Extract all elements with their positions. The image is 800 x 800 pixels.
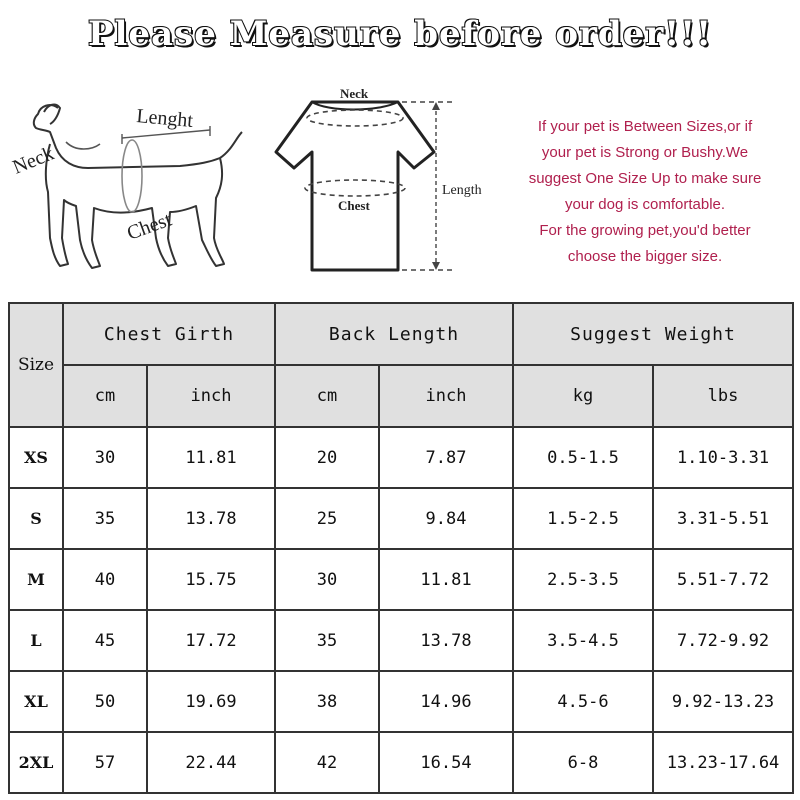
table-row <box>9 671 793 732</box>
table-cell: 3.31-5.51 <box>653 488 793 549</box>
table-cell: 17.72 <box>147 610 275 671</box>
neck-measure-line <box>66 142 100 149</box>
neck-measure-loop <box>307 110 403 126</box>
size-column-header: Size <box>9 303 63 427</box>
table-cell: 40 <box>63 549 147 610</box>
table-cell: 57 <box>63 732 147 793</box>
table-cell: 11.81 <box>379 549 513 610</box>
shirt-length-label: Length <box>442 183 482 198</box>
unit-header: cm <box>63 365 147 427</box>
dog-length-label: Lenght <box>135 105 194 132</box>
shirt-neck-label: Neck <box>340 86 369 101</box>
table-cell: 16.54 <box>379 732 513 793</box>
advice-line: suggest One Size Up to make sure <box>528 170 762 187</box>
advice-line: choose the bigger size. <box>567 248 723 265</box>
table-cell: 42 <box>275 732 379 793</box>
table-cell: 7.87 <box>379 427 513 488</box>
table-cell: 50 <box>63 671 147 732</box>
table-cell: 22.44 <box>147 732 275 793</box>
advice-line: your pet is Strong or Bushy.We <box>541 144 749 161</box>
table-cell: 6-8 <box>513 732 653 793</box>
table-cell: 11.81 <box>147 427 275 488</box>
size-cell: L <box>9 610 63 671</box>
dog-neck-label: Neck <box>10 142 58 179</box>
table-cell: 35 <box>63 488 147 549</box>
page-headline: Please Measure before order!!! <box>87 14 713 54</box>
table-cell: 4.5-6 <box>513 671 653 732</box>
advice-line: your dog is comfortable. <box>564 196 726 213</box>
advice-line: For the growing pet,you'd better <box>539 222 751 239</box>
back-length-header: Back Length <box>275 303 513 365</box>
table-cell: 0.5-1.5 <box>513 427 653 488</box>
unit-header: cm <box>275 365 379 427</box>
size-cell: XS <box>9 427 63 488</box>
table-cell: 30 <box>275 549 379 610</box>
table-row <box>9 549 793 610</box>
suggest-weight-header: Suggest Weight <box>513 303 793 365</box>
dog-measurement-figure <box>10 88 260 288</box>
table-header-row-groups <box>9 303 793 365</box>
table-cell: 13.78 <box>379 610 513 671</box>
table-header-row-units <box>9 365 793 427</box>
size-chart-table <box>8 302 794 794</box>
table-cell: 3.5-4.5 <box>513 610 653 671</box>
table-cell: 30 <box>63 427 147 488</box>
table-cell: 5.51-7.72 <box>653 549 793 610</box>
size-cell: 2XL <box>9 732 63 793</box>
sizing-advice-note <box>500 114 790 270</box>
table-cell: 13.78 <box>147 488 275 549</box>
length-measure-line <box>122 130 210 138</box>
chest-measure-loop <box>305 180 405 196</box>
unit-header: lbs <box>653 365 793 427</box>
table-cell: 7.72-9.92 <box>653 610 793 671</box>
chest-measure-loop <box>122 140 142 212</box>
size-cell: S <box>9 488 63 549</box>
table-cell: 2.5-3.5 <box>513 549 653 610</box>
table-cell: 35 <box>275 610 379 671</box>
table-row <box>9 732 793 793</box>
table-cell: 15.75 <box>147 549 275 610</box>
size-cell: M <box>9 549 63 610</box>
table-cell: 20 <box>275 427 379 488</box>
shirt-measurement-figure <box>268 82 496 282</box>
table-cell: 9.84 <box>379 488 513 549</box>
table-row <box>9 488 793 549</box>
table-row <box>9 610 793 671</box>
size-cell: XL <box>9 671 63 732</box>
unit-header: kg <box>513 365 653 427</box>
unit-header: inch <box>379 365 513 427</box>
table-cell: 1.10-3.31 <box>653 427 793 488</box>
table-cell: 9.92-13.23 <box>653 671 793 732</box>
dog-chest-label: Chest <box>124 208 175 245</box>
table-cell: 13.23-17.64 <box>653 732 793 793</box>
table-cell: 45 <box>63 610 147 671</box>
shirt-outline <box>276 102 434 270</box>
shirt-chest-label: Chest <box>338 198 370 213</box>
table-cell: 38 <box>275 671 379 732</box>
advice-line: If your pet is Between Sizes,or if <box>537 118 753 135</box>
table-row <box>9 427 793 488</box>
dog-silhouette <box>34 105 242 268</box>
table-cell: 19.69 <box>147 671 275 732</box>
table-cell: 1.5-2.5 <box>513 488 653 549</box>
table-cell: 25 <box>275 488 379 549</box>
unit-header: inch <box>147 365 275 427</box>
table-cell: 14.96 <box>379 671 513 732</box>
chest-girth-header: Chest Girth <box>63 303 275 365</box>
